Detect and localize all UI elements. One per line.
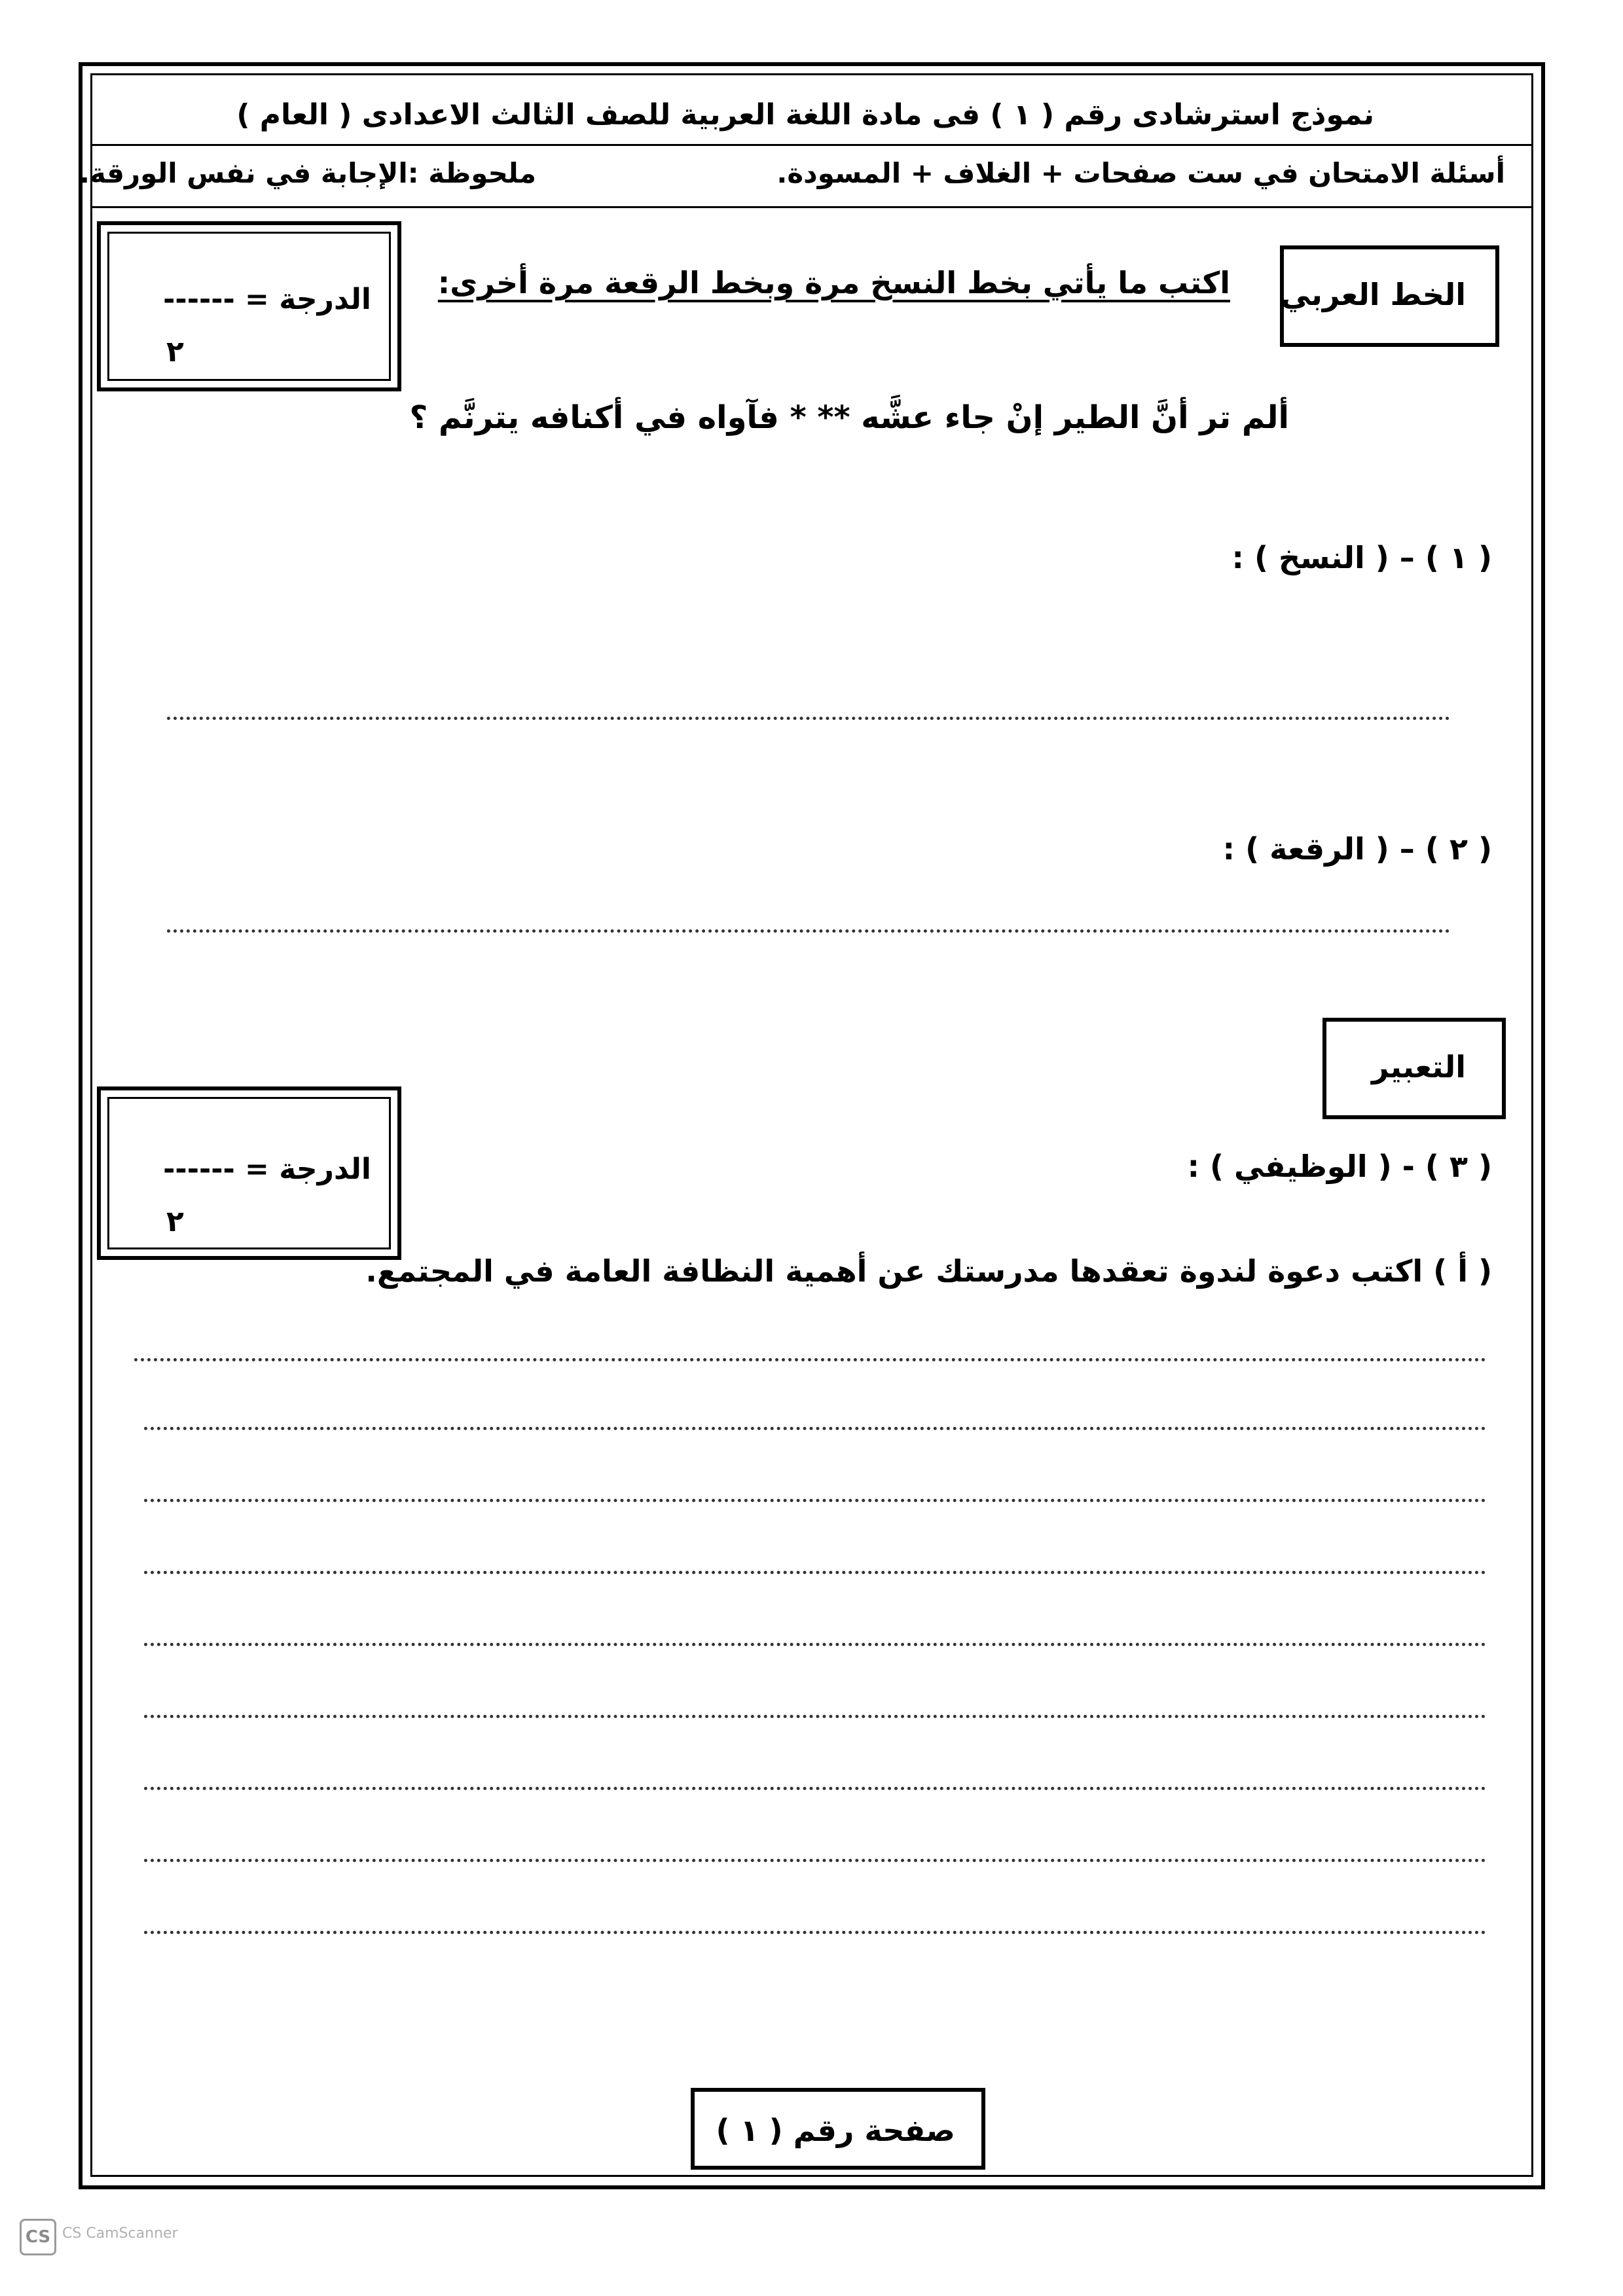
header-divider-1 <box>90 144 1533 146</box>
header-divider-2 <box>90 206 1533 208</box>
grade-label-calligraphy: الدرجة = ------ <box>163 283 371 316</box>
exam-title: نموذج استرشادى رقم ( ١ ) فى مادة اللغة العربية للصف الثالث الاعدادى ( العام ) <box>236 98 1374 132</box>
item-ruqaa: ( ٢ ) – ( الرقعة ) : <box>1222 831 1492 867</box>
calligraphy-instruction: اكتب ما يأتي بخط النسخ مرة وبخط الرقعة مرة أخرى: <box>437 265 1230 300</box>
page-number: صفحة رقم ( ١ ) <box>716 2113 955 2148</box>
page-number-box <box>691 2088 985 2170</box>
section-label-box-calligraphy <box>1280 245 1499 347</box>
item-naskh: ( ١ ) – ( النسخ ) : <box>1231 540 1492 575</box>
exam-info: أسئلة الامتحان في ست صفحات + الغلاف + المسودة. <box>776 157 1505 189</box>
writing-line[interactable] <box>144 1643 1486 1646</box>
writing-line[interactable] <box>144 1859 1486 1862</box>
writing-line[interactable] <box>144 1427 1486 1430</box>
writing-line[interactable] <box>144 1715 1486 1718</box>
grade-value-calligraphy: ٢ <box>166 335 184 368</box>
grade-box-expression <box>97 1086 401 1260</box>
answer-line-naskh[interactable] <box>167 717 1450 720</box>
section-label-expression: التعبير <box>1372 1049 1466 1085</box>
section-label-calligraphy: الخط العربي <box>1281 277 1466 312</box>
writing-line[interactable] <box>144 1787 1486 1790</box>
writing-line[interactable] <box>134 1358 1486 1361</box>
answer-note: ملحوظة :الإجابة في نفس الورقة. <box>79 157 536 189</box>
section-label-box-expression <box>1322 1018 1506 1119</box>
writing-line[interactable] <box>144 1931 1486 1934</box>
poetry-verse: ألم تر أنَّ الطير إنْ جاء عشَّه ** * فآواه في أكنافه يترنَّم ؟ <box>409 399 1289 436</box>
writing-line[interactable] <box>144 1571 1486 1574</box>
camscanner-logo-icon: CS <box>20 2219 56 2255</box>
task-invitation: ( أ ) اكتب دعوة لندوة تعقدها مدرستك عن أهمية النظافة العامة في المجتمع. <box>365 1253 1492 1289</box>
scanner-watermark: CS CamScanner <box>62 2225 178 2242</box>
answer-line-ruqaa[interactable] <box>167 929 1450 933</box>
item-functional: ( ٣ ) - ( الوظيفي ) : <box>1187 1149 1492 1184</box>
grade-box-calligraphy <box>97 221 401 391</box>
writing-line[interactable] <box>144 1499 1486 1502</box>
grade-label-expression: الدرجة = ------ <box>163 1153 371 1186</box>
grade-value-expression: ٢ <box>166 1205 184 1238</box>
